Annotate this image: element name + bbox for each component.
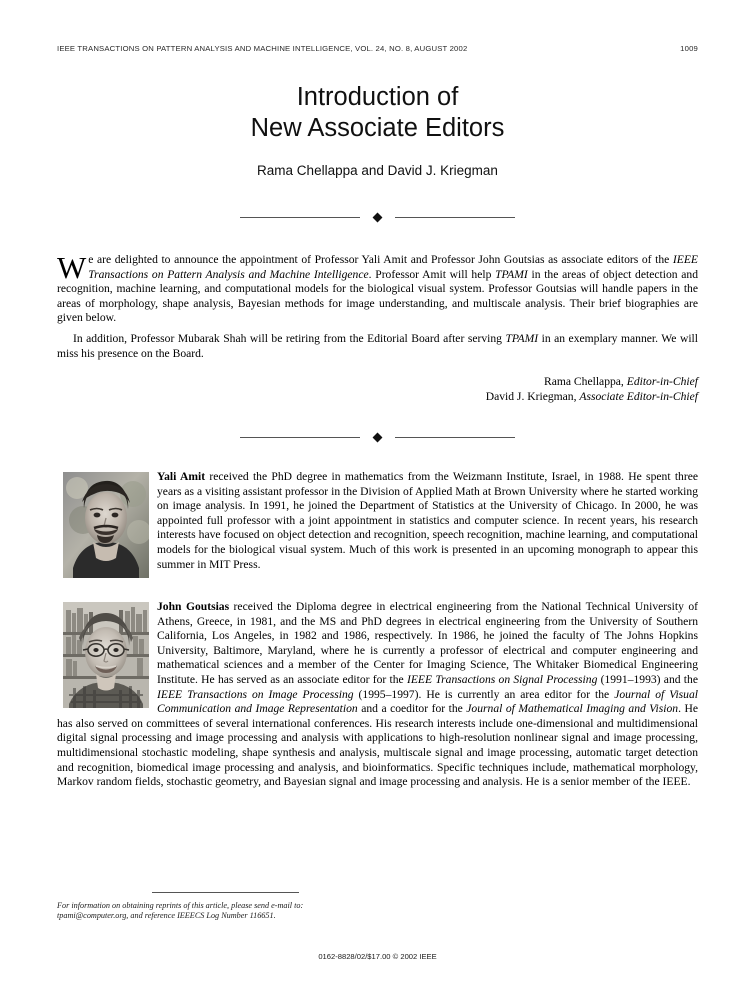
running-head: [57, 44, 698, 53]
lead-part-2: . Professor Amit will help: [368, 267, 496, 281]
footnote: [57, 901, 457, 921]
journal-ieee-tip: IEEE Transactions on Image Processing: [157, 687, 354, 701]
divider-rule-right: [395, 437, 515, 438]
second-paragraph: [57, 332, 698, 361]
divider-rule-left: [240, 437, 360, 438]
title-line-1: Introduction of: [296, 83, 459, 111]
bio-name-yali-amit: Yali Amit: [157, 470, 206, 483]
divider-rule-right: [395, 217, 515, 218]
footnote-line-2: tpami@computer.org, and reference IEEECS Log Number 116651.: [57, 911, 276, 921]
title-line-2: New Associate Editors: [250, 114, 505, 142]
biography-text-yali-amit: [57, 470, 698, 572]
goutsias-seg-3: (1995–1997). He is currently an area editor for the: [353, 687, 615, 701]
diamond-icon: [373, 432, 383, 442]
goutsias-seg-1: received the Diploma degree in electrical engineering from the National Technical University of Athens, Greece, in 1981, and the MS and PhD degrees in electrical engineering from the University of Southern California, Los Angeles, in 1982 and 1986, respectively. In 1986, he joined the faculty of The Johns Hopkins University, Baltimore, Maryland, where he is currently a professor of electrical and computer engineering and mathematical sciences and a member of the Center for Imaging Science, The Whitaker Biomedical Engineering Institute. He has served as an associate editor for the: [157, 600, 698, 686]
signature-role-2: Associate Editor-in-Chief: [579, 390, 698, 403]
journal-jmiv: Journal of Mathematical Imaging and Vision: [466, 702, 679, 716]
bio-name-john-goutsias: John Goutsias: [157, 600, 230, 613]
signature-name-2: David J. Kriegman,: [485, 390, 580, 403]
journal-jvcir: Journal of Visual Communication and Image Representation: [157, 687, 698, 716]
footnote-line-1: For information on obtaining reprints of this article, please send e-mail to:: [57, 901, 304, 910]
goutsias-seg-5: . He has also served on committees of several international conferences. His research interests include one-dimensional and multidimensional digital signal processing and image processing and analysis with applications to high-resolution nonlinear signal and image processing, multidimensional stochastic modeling, shape synthesis and analysis, multiscale signal and image processing, automatic target detection and recognition, biomedical image processing and analysis, and bioinformatics. Specific techniques include, mathematical morphology, Markov random fields, stochastic geometry, and Bayesian signal and image processing and analysis. He is a senior member of the IEEE.: [57, 702, 698, 789]
editor-signature-block: [486, 374, 698, 404]
portrait-john-goutsias: [63, 602, 149, 708]
portrait-yali-amit: [63, 472, 149, 578]
goutsias-seg-2: (1991–1993) and the: [597, 672, 698, 686]
signature-role-1: Editor-in-Chief: [626, 375, 698, 388]
divider-rule-left: [240, 217, 360, 218]
lead-part-1: e are delighted to announce the appointment of Professor Yali Amit and Professor John Goutsias as associate editors of the: [88, 253, 673, 266]
goutsias-seg-4: and a coeditor for the: [357, 702, 467, 716]
drop-cap: W: [57, 250, 87, 285]
second-part-2: in an exemplary manner. We will miss his presence on the Board.: [57, 332, 698, 360]
page-number: 1009: [680, 44, 698, 53]
bio-body-yali-amit: received the PhD degree in mathematics from the Weizmann Institute, Israel, in 1988. He spent three years as a visiting assistant professor in the Division of Applied Math at Brown University where he started working on image analysis. In 1991, he joined the Department of Statistics at the University of Chicago. In 2000, he was appointed full professor with a joint appointment in statistics and computer science. In recent years, his research interests have focused on object detection and recognition, speech recognition, machine learning, and computational models for the biological visual system. Much of this work is presented in an upcoming monograph to appear this summer in MIT Press.: [157, 470, 699, 571]
journal-title-tpami: IEEE Transactions on Pattern Analysis and Machine Intelligence: [88, 253, 698, 281]
biography-text-john-goutsias: [57, 600, 698, 790]
page-title: [0, 82, 755, 144]
biography-john-goutsias: [57, 600, 698, 790]
signature-line-1: [486, 374, 698, 389]
footnote-separator-rule: [152, 892, 299, 893]
lead-paragraph: [57, 250, 698, 326]
signature-name-1: Rama Chellappa,: [543, 375, 627, 388]
tpami-abbrev-2: TPAMI: [505, 332, 539, 345]
biography-yali-amit: [57, 470, 698, 580]
ornamental-divider-top: [0, 210, 755, 224]
running-head-journal: IEEE TRANSACTIONS ON PATTERN ANALYSIS AND MACHINE INTELLIGENCE, VOL. 24, NO. 8, AUGUST 2002: [57, 44, 468, 53]
second-part-1: In addition, Professor Mubarak Shah will be retiring from the Editorial Board after serving: [73, 332, 506, 345]
diamond-icon: [373, 212, 383, 222]
copyright-line: 0162-8828/02/$17.00 © 2002 IEEE: [318, 952, 437, 961]
signature-line-2: [486, 389, 698, 404]
tpami-abbrev: TPAMI: [495, 267, 528, 281]
journal-ieee-tsp: IEEE Transactions on Signal Processing: [406, 672, 598, 686]
lead-part-3: in the areas of object detection and recognition, machine learning, and computational models for the biological visual system. Professor Goutsias will handle papers in the areas of morphology, shape analysis, Bayesian methods for image understanding, and multiscale analysis. Their brief biographies are given below.: [57, 267, 698, 325]
ornamental-divider-middle: [0, 430, 755, 444]
authors-byline: Rama Chellappa and David J. Kriegman: [257, 163, 498, 178]
